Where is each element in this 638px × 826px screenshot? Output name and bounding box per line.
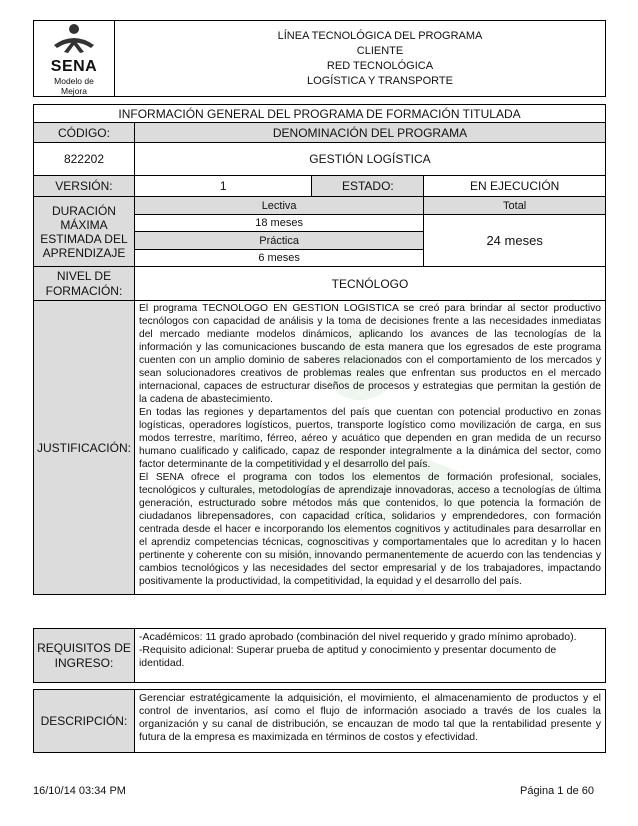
logo-text: SENA xyxy=(50,58,98,75)
practica-value: 6 meses xyxy=(134,250,423,267)
header-title-cell xyxy=(115,21,606,97)
justificacion-text: El programa TECNOLOGO EN GESTION LOGISTICA se creó para brindar al sector productivo tecnólogos con capacidad de análisis y la toma de decisiones frente a las necesidades inmediatas del mercado mediante modelos dinámicos, aplicando los avances de las tecnologías de la información y las comunicaciones buscando de esta manera que los egresados de este programa cuenten con un amplio dominio de saberes relacionados con el comportamiento de los mercados y sean solucionadores creativos de problemas reales que enfrentan sus productos en el mercado internacional, capaces de estructurar diseños de procesos y estrategias que permitan la gestión de la cadena de abastecimiento. En todas las regiones y departamentos del país que cuentan con potencial productivo en zonas logísticas, operadores logísticos, puertos, transporte logístico como movilización de carga, en sus modos terrestre, marítimo, férreo, aéreo y acuático que dependen en gran medida de un recurso humano cualificado y calificado, capaz de responder integralmente a la dinámica del sector, como factor determinante de la competitividad y el desarrollo del país. El SENA ofrece el programa con todos los elementos de formación profesional, sociales, tecnológicos y culturales, metodologías de aprendizaje innovadoras, acceso a tecnologías de última generación, estructurado sobre métodos más que contenidos, lo que potencia la formación de ciudadanos librepensadores, con capacidad crítica, solidarios y emprendedores, con formación centrada desde el hacer e incorporando los elementos cognitivos y actitudinales para desarrollar en el aprendiz competencias técnicas, cognoscitivas y comportamentales que lo acreditan y lo hacen pertinente y coherente con su misión, innovando permanentemente de acuerdo con las tendencias y cambios tecnológicos y las necesidades del sector empresarial y de los trabajadores, impactando positivamente la productividad, la competitividad, la equidad y el desarrollo del país. xyxy=(134,301,605,595)
nivel-value: TECNÓLOGO xyxy=(134,267,605,301)
total-label: Total xyxy=(424,197,606,215)
footer-page-number: Página 1 de 60 xyxy=(519,785,594,797)
estado-value: EN EJECUCIÓN xyxy=(424,176,606,197)
logo-cell xyxy=(34,21,115,97)
requisitos-table xyxy=(33,628,606,683)
codigo-label: CÓDIGO: xyxy=(34,123,135,143)
practica-label: Práctica xyxy=(134,232,423,250)
total-value: 24 meses xyxy=(424,215,606,267)
nivel-label: NIVEL DE FORMACIÓN: xyxy=(34,267,135,301)
descripcion-table xyxy=(33,689,606,753)
info-table xyxy=(33,104,606,595)
header-line1: LÍNEA TECNOLÓGICA DEL PROGRAMA xyxy=(277,29,483,42)
codigo-value: 822202 xyxy=(34,143,135,176)
header-line4: LOGÍSTICA Y TRANSPORTE xyxy=(307,74,453,87)
footer-timestamp: 16/10/14 03:34 PM xyxy=(33,785,126,797)
descripcion-label: DESCRIPCIÓN: xyxy=(34,690,135,753)
section-title: INFORMACIÓN GENERAL DEL PROGRAMA DE FORMACIÓN TITULADA xyxy=(34,105,606,123)
denominacion-value: GESTIÓN LOGÍSTICA xyxy=(134,143,605,176)
requisitos-label: REQUISITOS DE INGRESO: xyxy=(34,629,135,683)
duracion-label: DURACIÓN MÁXIMA ESTIMADA DEL APRENDIZAJE xyxy=(34,197,135,267)
requisitos-content xyxy=(134,629,605,683)
version-value: 1 xyxy=(134,176,312,197)
estado-label: ESTADO: xyxy=(312,176,424,197)
logo-caption-2: Mejora xyxy=(61,86,87,96)
header-line3: RED TECNOLÓGICA xyxy=(326,59,434,72)
sena-logo-icon xyxy=(50,23,98,53)
header-table xyxy=(33,20,606,97)
lectiva-value: 18 meses xyxy=(134,215,423,232)
denominacion-label: DENOMINACIÓN DEL PROGRAMA xyxy=(134,123,605,143)
version-label: VERSIÓN: xyxy=(34,176,135,197)
logo-caption-1: Modelo de xyxy=(54,76,94,86)
header-line2: CLIENTE xyxy=(356,44,404,57)
lectiva-label: Lectiva xyxy=(134,197,423,215)
justificacion-label: JUSTIFICACIÓN: xyxy=(34,301,135,595)
requisitos-line1: -Académicos: 11 grado aprobado (combinación del nivel requerido y grado mínimo aprobado). xyxy=(138,631,577,643)
requisitos-line2: -Requisito adicional: Superar prueba de aptitud y conocimiento y presentar documento de identidad. xyxy=(138,644,557,669)
descripcion-text: Gerenciar estratégicamente la adquisición, el movimiento, el almacenamiento de productos y el control de inventarios, así como el flujo de información asociado a través de los cuales la organización y su canal de distribución, se encauzan de modo tal que la rentabilidad presente y futura de la empresa es maximizada en términos de costos y efectividad. xyxy=(134,690,605,753)
